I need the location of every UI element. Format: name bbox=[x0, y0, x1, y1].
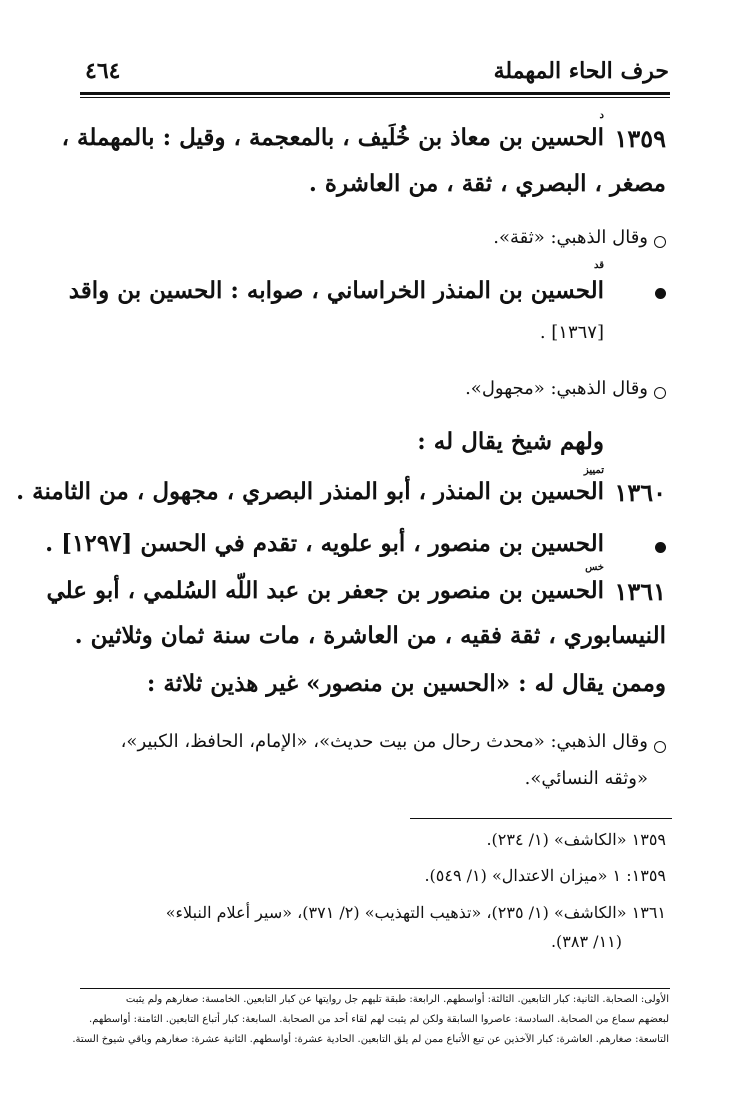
shaykh-line: ولهم شيخ يقال له : bbox=[417, 428, 604, 455]
tabaqat-legend-line1: الأولى: الصحابة. الثانية: كبار التابعين. الثالثة: أواسطهم. الرابعة: طبقة تليهم جل روايتها عن كبار التابعين. الخامسة: صغارهم ولم يثبت bbox=[125, 994, 669, 1005]
open-bullet-icon bbox=[654, 741, 666, 753]
footnote-3-line2: (١١/ ٣٨٣). bbox=[550, 932, 622, 951]
dhahabi-note-3-line1: وقال الذهبي: «محدث رحال من بيت حديث»، «الإمام، الحافظ، الكبير»، bbox=[120, 731, 648, 752]
entry-1360-number: ١٣٦٠ bbox=[614, 478, 666, 507]
munthir-symbol: قد bbox=[593, 260, 604, 271]
open-bullet-icon bbox=[654, 236, 666, 248]
filled-bullet-icon bbox=[655, 288, 666, 299]
entry-1361-line3: وممن يقال له : «الحسين بن منصور» غير هذين ثلاثة : bbox=[146, 670, 666, 697]
dhahabi-note-2: وقال الذهبي: «مجهول». bbox=[465, 378, 648, 399]
entry-1359-symbol: د bbox=[599, 110, 604, 121]
legend-rule bbox=[80, 988, 670, 989]
footnote-1: ١٣٥٩ «الكاشف» (١/ ٢٣٤). bbox=[486, 830, 666, 849]
open-bullet-icon bbox=[654, 387, 666, 399]
tabaqat-legend-line3: التاسعة: صغارهم. العاشرة: كبار الآخذين عن تبع الأتباع ممن لم يلق التابعين. الحادية عشرة: أواسطهم. الثانية عشرة: صغارهم وباقي شيوخ الستة. bbox=[72, 1034, 669, 1045]
entry-1360-line1: الحسين بن المنذر ، أبو المنذر البصري ، مجهول ، من الثامنة . bbox=[16, 478, 604, 505]
entry-1359-line2: مصغر ، البصري ، ثقة ، من العاشرة . bbox=[308, 170, 666, 197]
running-header-title: حرف الحاء المهملة bbox=[493, 58, 669, 84]
entry-1361-symbol: خس bbox=[585, 562, 604, 573]
footnote-rule bbox=[410, 818, 672, 819]
entry-1361-line1: الحسين بن منصور بن جعفر بن عبد اللّه السُلمي ، أبو علي bbox=[46, 577, 604, 604]
header-rule-thick bbox=[80, 92, 670, 95]
footnote-3-line1: ١٣٦١ «الكاشف» (١/ ٢٣٥)، «تذهيب التهذيب» (٢/ ٣٧١)، «سير أعلام النبلاء» bbox=[165, 903, 666, 922]
entry-1360-symbol: تمييز bbox=[583, 465, 604, 476]
footnote-2: ١٣٥٩: ١ «ميزان الاعتدال» (١/ ٥٤٩). bbox=[424, 866, 666, 885]
header-rule-thin bbox=[80, 97, 670, 98]
munthir-line2: [١٣٦٧] . bbox=[539, 322, 604, 343]
filled-bullet-icon bbox=[655, 542, 666, 553]
entry-1359-line1: الحسين بن معاذ بن خُلَيف ، بالمعجمة ، وقيل : بالمهملة ، bbox=[61, 124, 604, 151]
mansur-line: الحسين بن منصور ، أبو علويه ، تقدم في الحسن [١٢٩٧] . bbox=[45, 530, 604, 557]
entry-1359-number: ١٣٥٩ bbox=[614, 124, 666, 153]
dhahabi-note-1: وقال الذهبي: «ثقة». bbox=[493, 227, 648, 248]
tabaqat-legend-line2: لبعضهم سماع من الصحابة. السادسة: عاصروا السابقة ولكن لم يثبت لهم لقاء أحد من الصحابة. السابعة: كبار أتباع التابعين. الثامنة: أواسطهم. bbox=[89, 1014, 669, 1025]
entry-1361-line2: النيسابوري ، ثقة فقيه ، من العاشرة ، مات سنة ثمان وثلاثين . bbox=[74, 622, 666, 649]
page-number: ٤٦٤ bbox=[85, 58, 121, 84]
dhahabi-note-3-line2: «وثقه النسائي». bbox=[524, 768, 648, 789]
munthir-line1: الحسين بن المنذر الخراساني ، صوابه : الحسين بن واقد bbox=[68, 277, 604, 304]
entry-1361-number: ١٣٦١ bbox=[614, 577, 666, 606]
